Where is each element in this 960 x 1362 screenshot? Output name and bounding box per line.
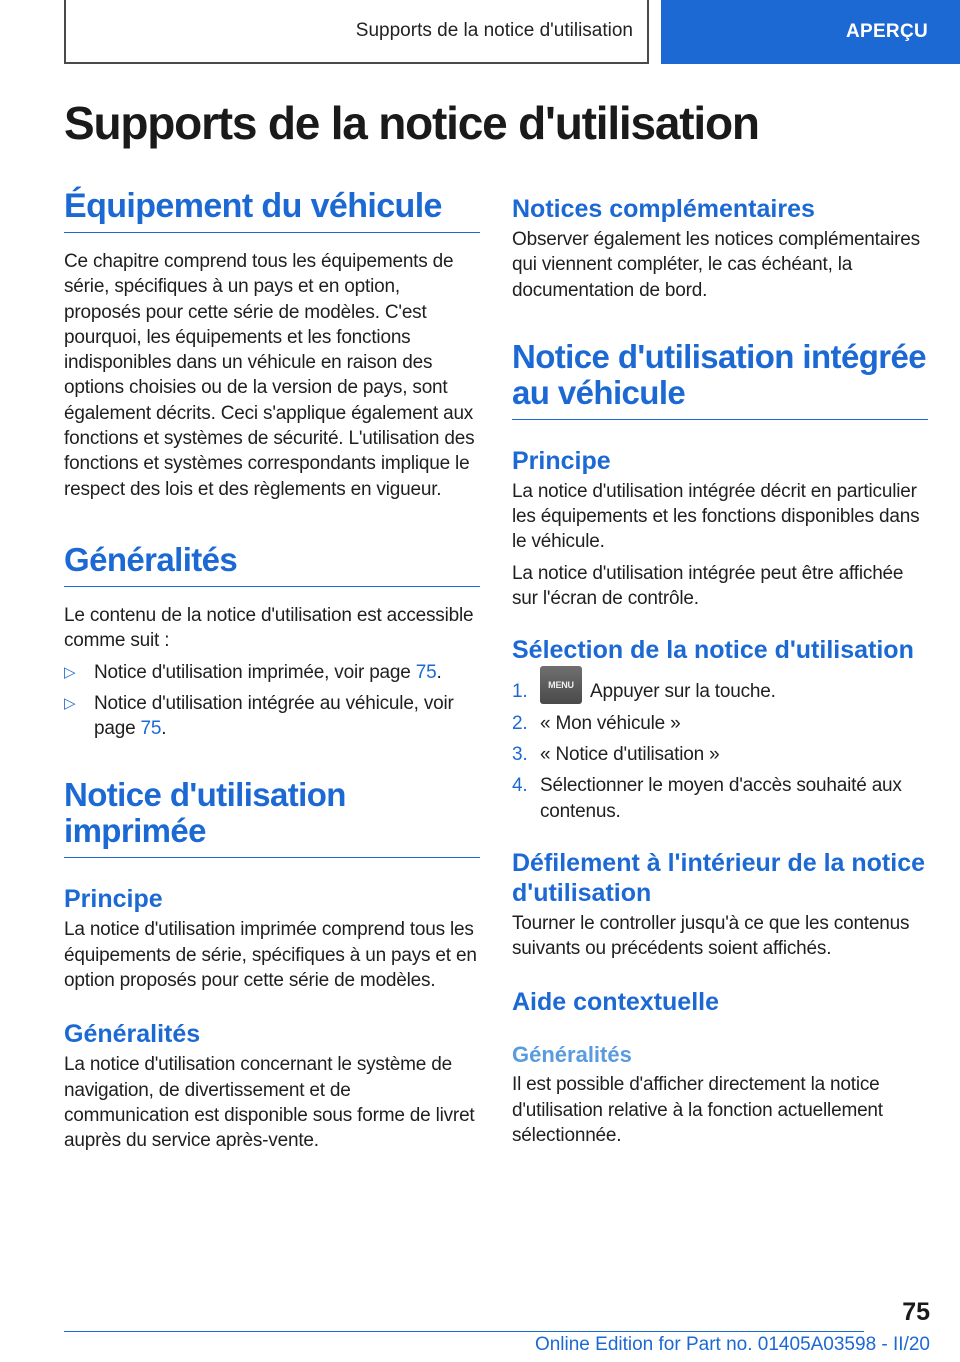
heading-equipement: Équipement du véhicule <box>64 188 480 233</box>
heading-principe: Principe <box>64 885 163 914</box>
principe-right-text-2: La notice d'utilisation intégrée peut être affichée sur l'écran de contrôle. <box>512 562 904 610</box>
header-section-label: APERÇU <box>845 21 928 42</box>
access-list <box>64 660 480 742</box>
heading-defilement: Défilement à l'intérieur de la notice d'utilisation <box>512 848 926 907</box>
list-item: 4. Sélectionner le moyen d'accès souhaité aux contenus. <box>512 773 928 824</box>
heading-generalites-2: Généralités <box>64 1020 201 1049</box>
step-number: 4. <box>512 775 528 797</box>
heading-notice-imprimee: Notice d'utilisation imprimée <box>64 777 480 858</box>
edition-label: Online Edition for Part no. 01405A03598 - II/20 <box>534 1334 930 1355</box>
notices-complementaires-text: Observer également les notices complémentaires qui viennent compléter, le cas échéant, la documentation de bord. <box>512 229 920 301</box>
header-section-tab[interactable] <box>661 0 960 64</box>
page-link[interactable]: 75 <box>415 661 437 683</box>
heading-notice-integree: Notice d'utilisation intégrée au véhicule <box>512 339 928 420</box>
generalites-2-text: La notice d'utilisation concernant le système de navigation, de divertissement et de communication est disponible sous forme de livret auprès du service après-vente. <box>64 1054 475 1152</box>
right-column <box>512 194 928 1148</box>
list-item: 1. MENU Appuyer sur la touche. <box>512 679 928 704</box>
footer-edition <box>470 1334 930 1356</box>
principe-right-text-1: La notice d'utilisation intégrée décrit en particulier les équipements et les fonctions disponibles dans le véhicule. <box>512 480 920 553</box>
page-title: Supports de la notice d'utilisation <box>64 97 759 149</box>
step-number: 3. <box>512 743 528 765</box>
footer-divider <box>64 1331 864 1332</box>
steps-list <box>512 679 928 823</box>
principe-text: La notice d'utilisation imprimée comprend tous les équipements de série, spécifiques à un pays et en option proposés pour cette série de modèles. <box>64 919 477 992</box>
triangle-bullet-icon: ▷ <box>64 663 76 681</box>
page-number: 75 <box>902 1298 930 1326</box>
left-column <box>64 188 480 1154</box>
step-number: 1. <box>512 681 528 703</box>
heading-aide-contextuelle: Aide contextuelle <box>512 988 719 1017</box>
defilement-text: Tourner le controller jusqu'à ce que les contenus suivants ou précédents soient affichés. <box>512 912 910 960</box>
menu-button-icon: MENU <box>540 666 582 704</box>
aide-text: Il est possible d'afficher directement la notice d'utilisation relative à la fonction actuellement sélectionnée. <box>512 1074 883 1147</box>
heading-notices-complementaires: Notices complémentaires <box>512 195 815 223</box>
list-item: 2. « Mon véhicule » <box>512 711 928 736</box>
step-number: 2. <box>512 712 528 734</box>
header-chapter <box>64 0 649 64</box>
heading-generalites: Généralités <box>64 542 480 587</box>
header-chapter-label: Supports de la notice d'utilisation <box>355 20 633 41</box>
page-link[interactable]: 75 <box>140 718 162 740</box>
triangle-bullet-icon: ▷ <box>64 694 76 712</box>
heading-principe-right: Principe <box>512 446 611 475</box>
list-item: ▷ Notice d'utilisation imprimée, voir page 75. <box>64 660 480 685</box>
generalites-text: Le contenu de la notice d'utilisation est accessible comme suit : <box>64 604 474 652</box>
list-item: 3. « Notice d'utilisation » <box>512 742 928 767</box>
list-item: ▷ Notice d'utilisation intégrée au véhicule, voir page 75. <box>64 691 480 742</box>
heading-selection: Sélection de la notice d'utilisation <box>512 636 914 665</box>
equipement-text: Ce chapitre comprend tous les équipements de série, spécifiques à un pays et en option, proposés pour cette série de modèles. C'est pourquoi, les équipements et les fonctions indisponibles dans un véhicule en raison des options choisies ou de la version de pays, sont également décrits. Ceci s'applique également aux fonctions et systèmes de sécurité. L'utilisation des fonctions et systèmes correspondants implique le respect des lois et des règlements en vigueur. <box>64 251 475 500</box>
heading-generalites-aide: Généralités <box>512 1042 632 1068</box>
